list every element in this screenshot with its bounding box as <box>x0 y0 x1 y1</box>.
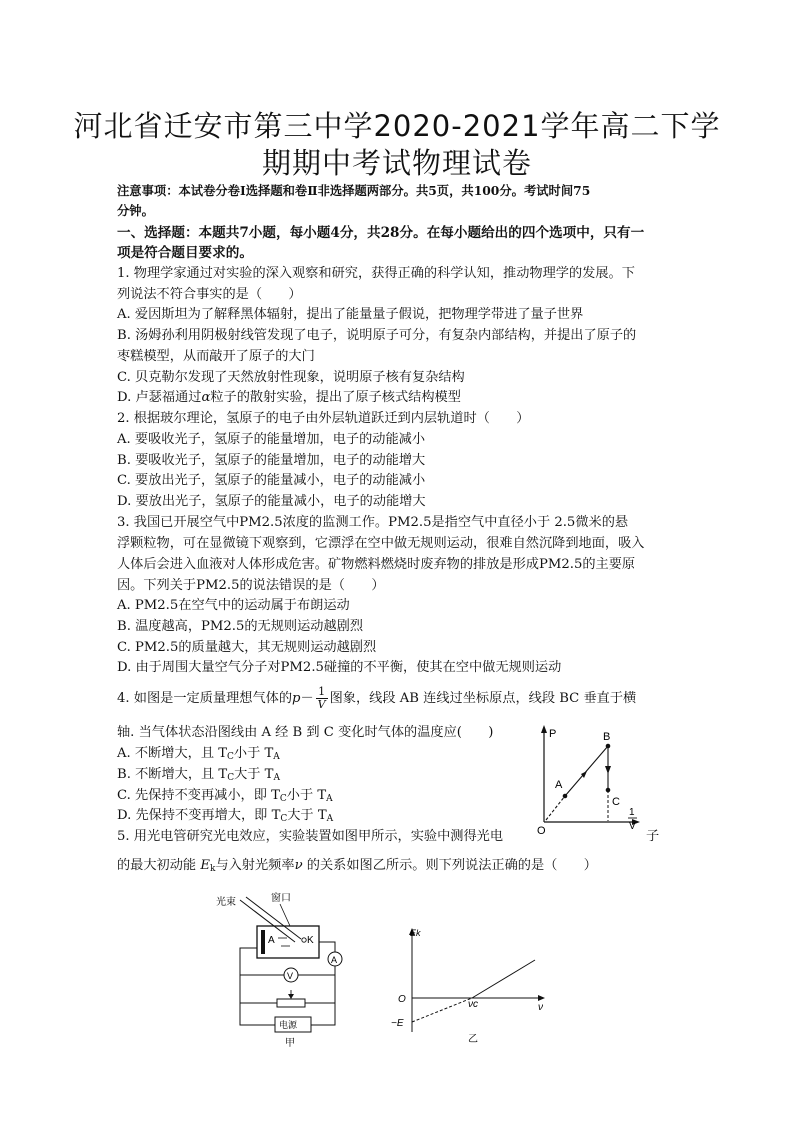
q1-option-d: D. 卢瑟福通过α粒子的散射实验，提出了原子核式结构模型 <box>117 390 461 405</box>
q1-option-b-line1: B. 汤姆孙利用阴极射线管发现了电子，说明原子可分，有复杂内部结构，并提出了原子的 <box>117 328 637 343</box>
label-axis-den: V <box>629 821 636 832</box>
wire-left <box>240 948 275 1025</box>
q1-stem-line2: 列说法不符合事实的是（ ） <box>117 287 302 302</box>
label-figure-jia: 甲 <box>285 1038 295 1049</box>
fraction-one-over-v: $\frac{1}{V}$ <box>317 685 326 711</box>
q4-stem-line2: 轴. 当气体状态沿图线由 A 经 B 到 C 变化时气体的温度应( ) <box>117 725 494 740</box>
point-c <box>606 788 611 793</box>
q3-stem-line4: 因。下列关于PM2.5的说法错误的是（ ） <box>117 578 385 593</box>
q4-pv-graph <box>535 722 650 837</box>
label-nu: ν <box>538 1002 543 1013</box>
q3-option-c: C. PM2.5的质量越大，其无规则运动越剧烈 <box>117 640 377 655</box>
q3-stem-line1: 3. 我国已开展空气中PM2.5浓度的监测工作。PM2.5是指空气中直径小于 2.5微米的悬 <box>117 515 629 530</box>
q4-option-d: D. 先保持不变再增大，即 $T_C$大于 $T_A$ <box>117 808 334 824</box>
q4-option-b: B. 不断增大，且 $T_C$大于 $T_A$ <box>117 767 280 783</box>
q1-stem-line1: 1. 物理学家通过对实验的深入观察和研究，获得正确的科学认知，推动物理学的发展。下 <box>117 266 635 281</box>
q5-stem-line2: 的最大初动能 $E_k$与入射光频率ν 的关系如图乙所示。则下列说法正确的是（ ） <box>117 858 597 874</box>
circuit-diagram-jia <box>215 890 355 1050</box>
exam-title-line2: 期期中考试物理试卷 <box>261 146 532 180</box>
label-p: P <box>549 728 557 740</box>
anode-plate <box>261 930 265 954</box>
exam-title-line1: 河北省迁安市第三中学2020-2021学年高二下学 <box>73 109 721 143</box>
nu-axis-arrow-icon <box>538 995 545 1001</box>
q2-stem: 2. 根据玻尔理论，氢原子的电子由外层轨道跃迁到内层轨道时（ ） <box>117 411 530 426</box>
ek-line <box>472 960 535 998</box>
q5-stem-line1: 5. 用光电管研究光电效应，实验装置如图甲所示，实验中测得光电 <box>117 829 504 844</box>
q5-stem-line1-tail: 子 <box>646 829 660 844</box>
label-window: 窗口 <box>271 893 291 904</box>
extrapolated-line <box>412 998 472 1022</box>
label-light-beam: 光束 <box>216 897 236 908</box>
section-heading-line2: 项是符合题目要求的。 <box>117 245 253 261</box>
line-a-to-b <box>565 746 608 796</box>
label-c: C <box>612 796 620 808</box>
q2-option-b: B. 要吸收光子，氢原子的能量增加，电子的动能增大 <box>117 453 426 468</box>
point-a <box>563 794 568 799</box>
q1-option-b-line2: 枣糕模型，从而敲开了原子的大门 <box>117 349 315 364</box>
rheostat <box>277 999 305 1007</box>
label-origin: O <box>537 825 546 837</box>
ek-nu-graph-yi <box>375 922 550 1047</box>
q4-option-a: A. 不断增大，且 $T_C$小于 $T_A$ <box>117 746 280 762</box>
q1-option-a: A. 爱因斯坦为了解释黑体辐射，提出了能量量子假说，把物理学带进了量子世界 <box>117 307 584 322</box>
label-ek: Ek <box>410 928 421 938</box>
label-origin-yi: O <box>398 994 406 1005</box>
label-power: 电源 <box>279 1020 298 1030</box>
q3-option-a: A. PM2.5在空气中的运动属于布朗运动 <box>117 598 350 613</box>
notice-line2: 分钟。 <box>117 203 154 218</box>
label-anode: A <box>268 935 275 946</box>
rheostat-arrow-icon <box>288 994 294 999</box>
label-figure-yi: 乙 <box>468 1034 478 1045</box>
label-nu-c: νc <box>468 999 478 1010</box>
label-axis-num: 1 <box>629 807 635 818</box>
label-cathode: K <box>307 935 314 946</box>
q1-option-c: C. 贝克勒尔发现了天然放射性现象，说明原子核有复杂结构 <box>117 370 465 385</box>
label-a: A <box>555 779 563 791</box>
line-origin-to-a <box>546 796 565 820</box>
q2-option-a: A. 要吸收光子，氢原子的能量增加，电子的动能减小 <box>117 432 426 447</box>
q2-option-c: C. 要放出光子，氢原子的能量减小，电子的动能减小 <box>117 473 426 488</box>
q3-option-d: D. 由于周围大量空气分子对PM2.5碰撞的不平衡，使其在空中做无规则运动 <box>117 660 562 675</box>
q4-option-c: C. 先保持不变再减小，即 $T_C$小于 $T_A$ <box>117 788 333 804</box>
arrow-b-c-icon <box>605 766 611 774</box>
label-b: B <box>603 731 611 743</box>
label-minus-e: −E <box>391 1018 404 1029</box>
notice-line1: 注意事项：本试卷分卷Ⅰ选择题和卷Ⅱ非选择题两部分。共5页，共100分。考试时间75 <box>117 183 591 198</box>
q4-stem-line1: 4. 如图是一定质量理想气体的p－ $\frac{1}{V}$ 图象，线段 AB 连线过坐标原点，线段 BC 垂直于横 <box>117 685 637 711</box>
q3-option-b: B. 温度越高，PM2.5的无规则运动越剧烈 <box>117 619 364 634</box>
point-b <box>606 744 611 749</box>
label-ammeter: A <box>331 955 338 965</box>
window-pointer <box>280 904 290 926</box>
q2-option-d: D. 要放出光子，氢原子的能量减小，电子的动能增大 <box>117 494 426 509</box>
q3-stem-line3: 人体后会进入血液对人体形成危害。矿物燃料燃烧时废弃物的排放是形成PM2.5的主要原 <box>117 557 636 572</box>
q3-stem-line2: 浮颗粒物，可在显微镜下观察到，它漂浮在空中做无规则运动，很难自然沉降到地面，吸入 <box>117 536 645 551</box>
section-heading-line1: 一、选择题：本题共7小题，每小题4分，共28分。在每小题给出的四个选项中，只有一 <box>117 225 645 241</box>
p-axis-arrow-icon <box>541 725 547 733</box>
cathode-node <box>302 938 306 942</box>
label-voltmeter: V <box>287 971 294 981</box>
